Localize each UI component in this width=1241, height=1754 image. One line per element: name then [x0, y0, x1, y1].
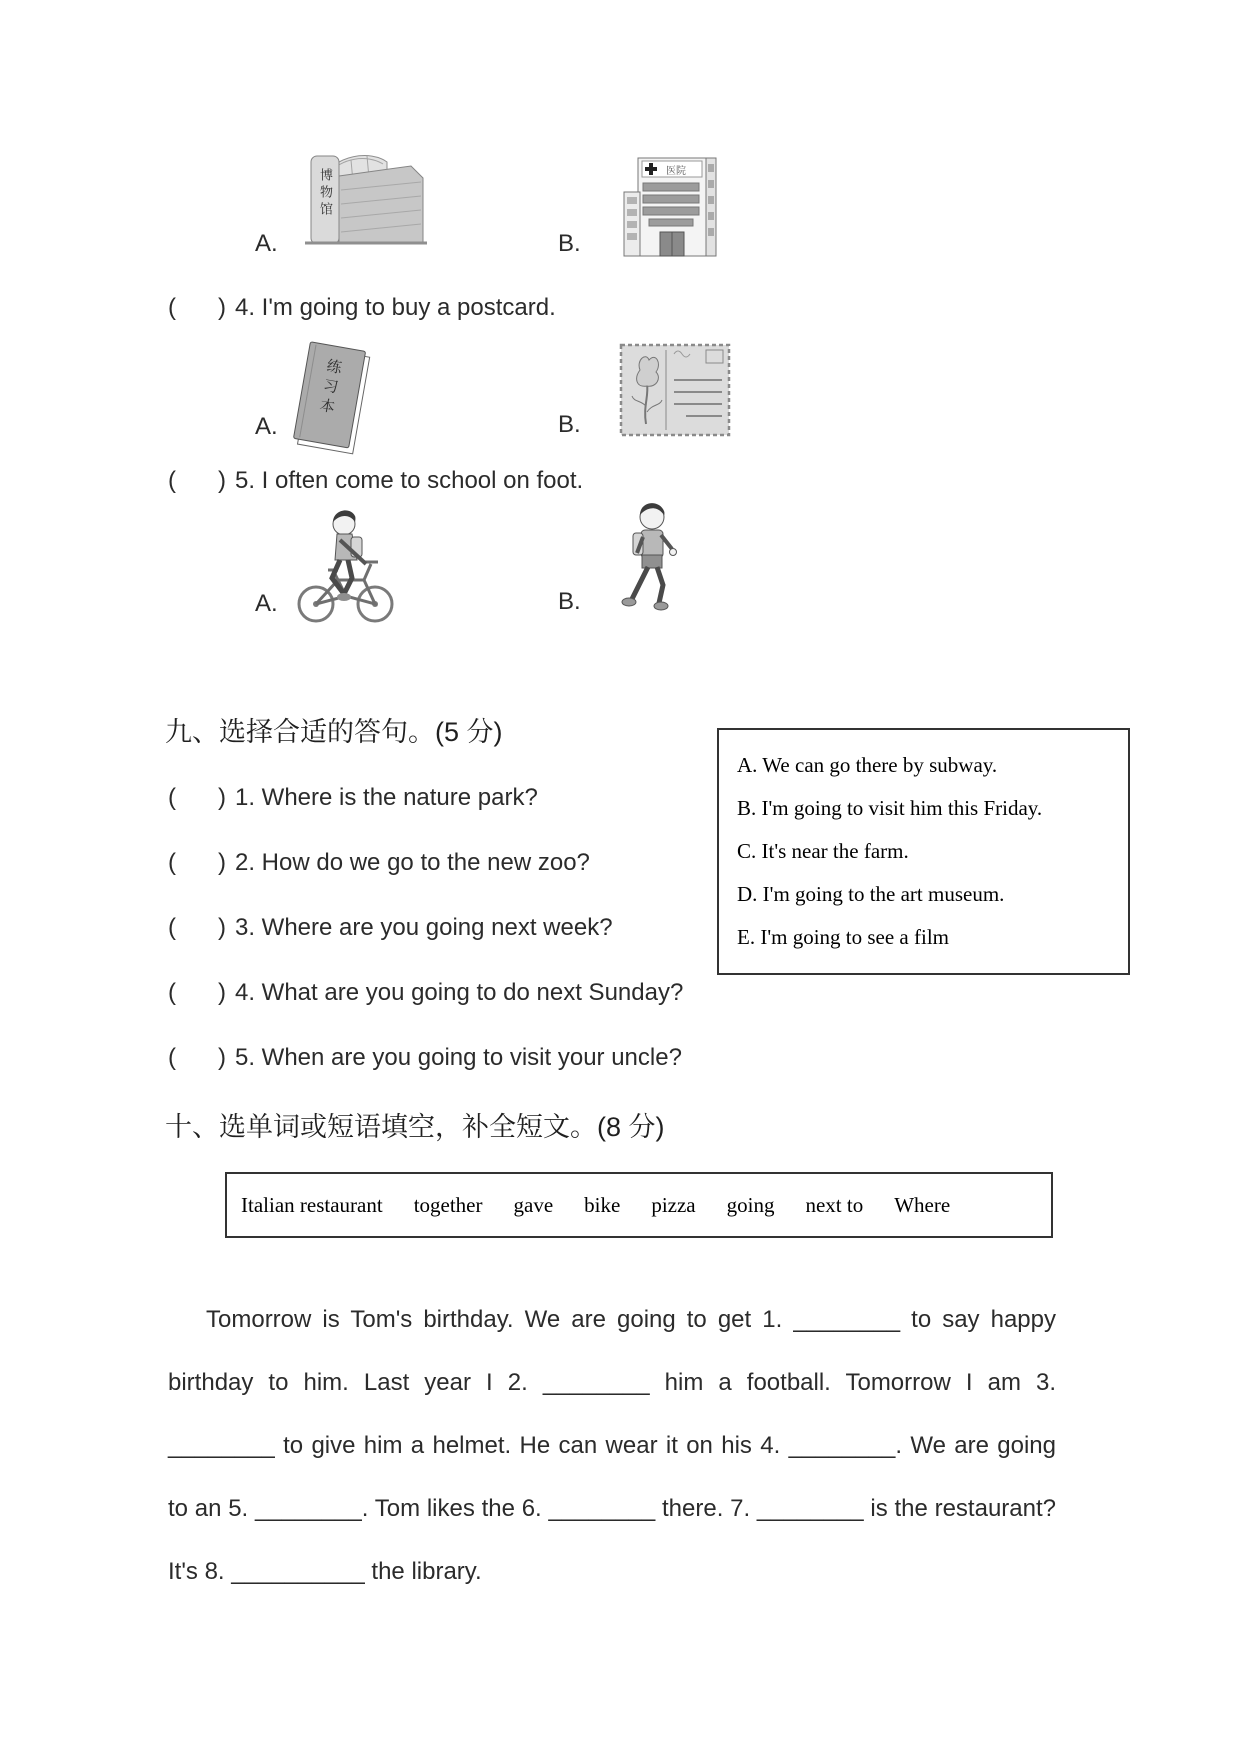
word-bank-item: Italian restaurant	[241, 1192, 383, 1217]
passage-line-1: Tomorrow is Tom's birthday. We are going to get 1. ________ to say happy	[206, 1306, 1056, 1333]
word-bank-item: pizza	[651, 1192, 696, 1217]
postcard-image	[616, 340, 734, 440]
section-9-question-2: ( ) 2. How do we go to the new zoo?	[168, 849, 590, 876]
paren-close: )	[218, 914, 226, 941]
answer-option-b: B. I'm going to visit him this Friday.	[737, 796, 1043, 820]
hospital-caption: 医院	[666, 166, 686, 177]
label-b-buildings: B.	[558, 230, 581, 257]
answer-option-d: D. I'm going to the art museum.	[737, 882, 1005, 906]
label-a-items: A.	[255, 413, 278, 440]
paren-open: (	[168, 849, 176, 876]
paren-close: )	[218, 1044, 226, 1071]
paren-close: )	[218, 784, 226, 811]
paren-open: (	[168, 294, 176, 321]
answer-option-a: A. We can go there by subway.	[737, 753, 998, 777]
book-caption: 练习本	[315, 356, 344, 420]
word-bank-item: Where	[894, 1192, 951, 1217]
section-9-question-5: ( ) 5. When are you going to visit your uncle?	[168, 1044, 682, 1071]
exercise-book-image	[283, 338, 378, 458]
passage-line-2: birthday to him. Last year I 2. ________ him a football. Tomorrow I am 3.	[168, 1369, 1056, 1396]
word-bank-item: going	[726, 1192, 775, 1217]
word-bank-item: gave	[513, 1192, 554, 1217]
paren-open: (	[168, 979, 176, 1006]
label-b-transport: B.	[558, 588, 581, 615]
bike-rider-image	[288, 500, 403, 630]
label-a-buildings: A.	[255, 230, 278, 257]
label-b-items: B.	[558, 411, 581, 438]
question-4-text: 4. I'm going to buy a postcard.	[235, 294, 556, 321]
walking-boy-image	[612, 495, 687, 625]
label-a-transport: A.	[255, 590, 278, 617]
paren-close: )	[218, 294, 226, 321]
answer-options-box	[717, 728, 1130, 975]
paren-close: )	[218, 467, 226, 494]
passage-line-3: ________ to give him a helmet. He can wear it on his 4. ________. We are going	[168, 1432, 1056, 1459]
question-5-line	[168, 466, 583, 496]
section-9-question-3: ( ) 3. Where are you going next week?	[168, 914, 613, 941]
word-bank-item: next to	[805, 1192, 864, 1217]
question-4-line	[168, 293, 556, 323]
passage-line-4: to an 5. ________. Tom likes the 6. ________ there. 7. ________ is the restaurant?	[168, 1495, 1056, 1522]
museum-caption: 博物馆	[318, 168, 333, 219]
section-9-header: 九、选择合适的答句。(5 分)	[165, 717, 503, 747]
answer-option-e: E. I'm going to see a film	[737, 925, 949, 949]
hospital-image	[616, 150, 724, 260]
section-10-header: 十、选单词或短语填空，补全短文。(8 分)	[165, 1112, 665, 1142]
passage-line-5: It's 8. __________ the library.	[168, 1558, 482, 1585]
section-9-question-1: ( ) 1. Where is the nature park?	[168, 784, 538, 811]
paren-open: (	[168, 1044, 176, 1071]
paren-open: (	[168, 784, 176, 811]
question-5-text: 5. I often come to school on foot.	[235, 467, 584, 494]
paren-open: (	[168, 914, 176, 941]
paren-close: )	[218, 979, 226, 1006]
word-bank-item: bike	[584, 1192, 621, 1217]
paren-close: )	[218, 849, 226, 876]
word-bank-item: together	[413, 1192, 483, 1217]
paren-open: (	[168, 467, 176, 494]
section-9-question-4: ( ) 4. What are you going to do next Sunday?	[168, 979, 684, 1006]
museum-image	[283, 146, 433, 261]
answer-option-c: C. It's near the farm.	[737, 839, 909, 863]
word-bank-box	[225, 1172, 1053, 1238]
